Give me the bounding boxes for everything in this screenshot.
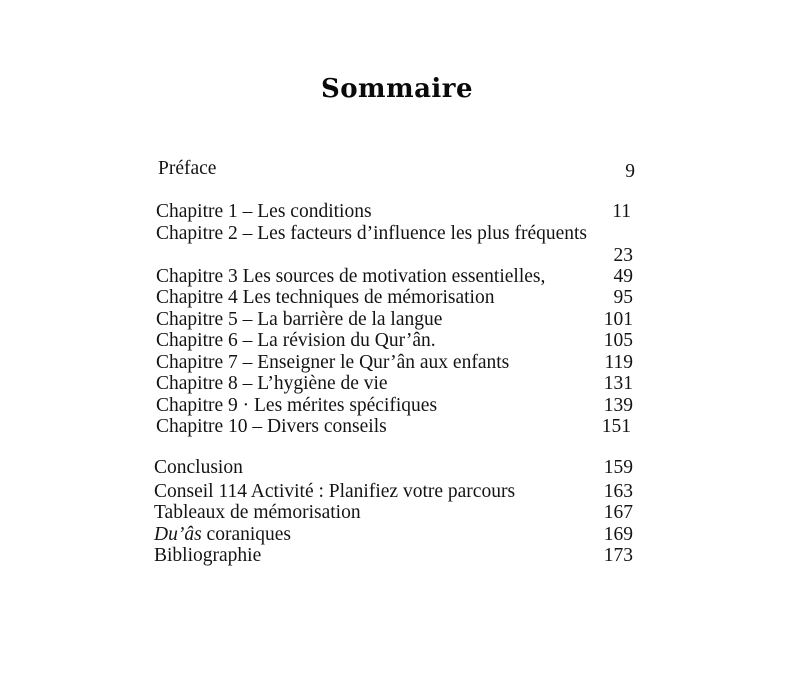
toc-entry-label: Chapitre 1 – Les conditions	[156, 201, 372, 222]
toc-entry-label-rest: coraniques	[201, 524, 292, 545]
page-title: Sommaire	[320, 74, 474, 104]
toc-entry-label	[154, 524, 291, 546]
toc-entry-page: 101	[603, 309, 633, 330]
toc-entry-page: 119	[604, 352, 633, 373]
toc-entry-page: 167	[603, 502, 633, 523]
toc-entry-page: 173	[603, 545, 633, 566]
toc-entry-label: Chapitre 7 – Enseigner le Qur’ân aux enfants	[156, 352, 510, 373]
toc-entry-label: Chapitre 4 Les techniques de mémorisation	[156, 287, 495, 308]
toc-entry-label: Chapitre 10 – Divers conseils	[156, 416, 387, 437]
toc-entry-label: Chapitre 2 – Les facteurs d’influence les plus fréquents	[156, 223, 588, 244]
toc-entry-label: Chapitre 5 – La barrière de la langue	[156, 309, 443, 330]
toc-entry-page: 23	[613, 245, 633, 266]
toc-entry-page: 169	[603, 524, 633, 545]
toc-entry-label: Chapitre 8 – L’hygiène de vie	[156, 373, 388, 394]
toc-entry-label: Bibliographie	[154, 545, 262, 566]
toc-entry-page: 163	[603, 481, 633, 502]
toc-entry-page: 9	[625, 161, 635, 182]
toc-entry-page: 95	[613, 287, 633, 308]
toc-entry-page: 11	[612, 201, 631, 222]
toc-entry-label-italic: Du’âs	[154, 524, 202, 545]
toc-entry-label: Chapitre 6 – La révision du Qur’ân.	[156, 330, 436, 351]
toc-entry-page: 139	[603, 395, 633, 416]
toc-entry-label: Conclusion	[154, 457, 243, 478]
toc-entry-label: Conseil 114 Activité : Planifiez votre parcours	[154, 481, 516, 502]
toc-entry-label: Chapitre 9 · Les mérites spécifiques	[156, 395, 438, 416]
toc-entry-page: 151	[601, 416, 631, 437]
toc-entry-page: 49	[613, 266, 633, 287]
toc-entry-label: Tableaux de mémorisation	[154, 502, 361, 523]
toc-entry-label: Chapitre 3 Les sources de motivation essentielles,	[156, 266, 546, 287]
toc-entry-label: Préface	[158, 158, 217, 179]
toc-entry-page: 105	[603, 330, 633, 351]
toc-entry-page: 159	[603, 457, 633, 478]
toc-entry-page: 131	[603, 373, 633, 394]
